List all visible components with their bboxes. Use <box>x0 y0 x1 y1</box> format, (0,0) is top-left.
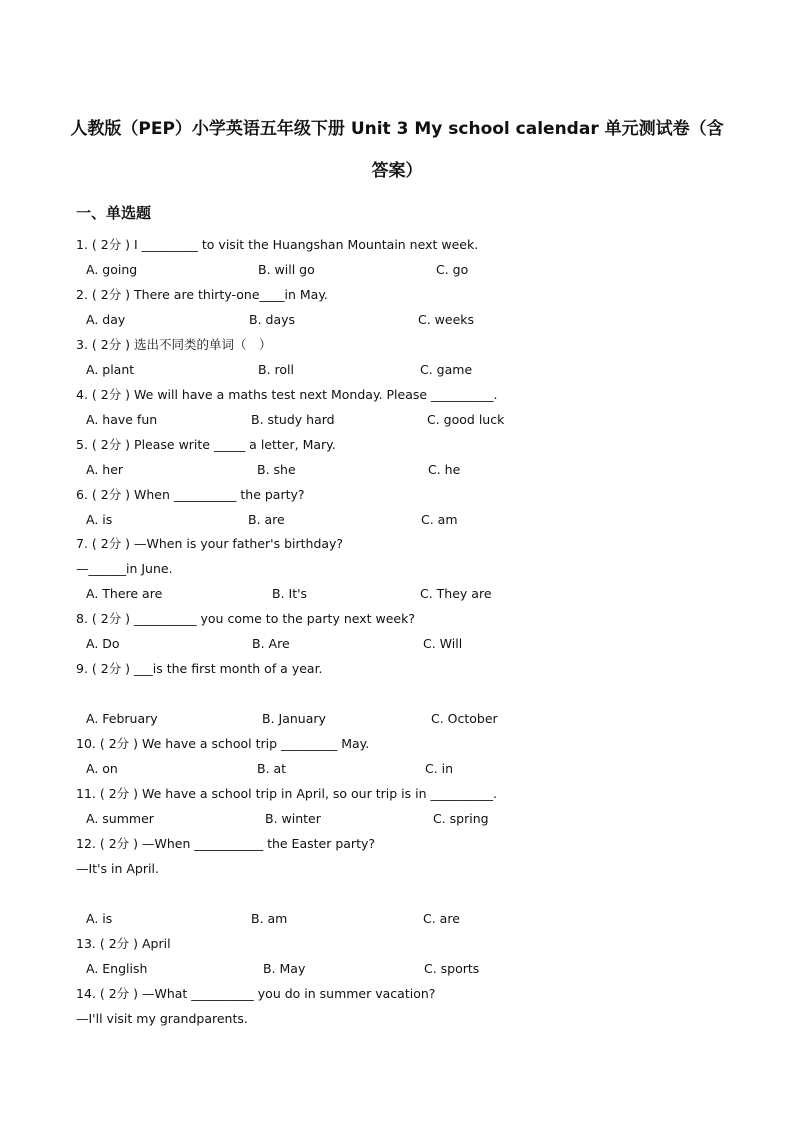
document-title-line-2: 答案） <box>371 161 423 181</box>
question-4-stem: 4. ( 2分 ) We will have a maths test next Monday. Please __________. <box>76 387 498 402</box>
question-2-option-a: A. day <box>86 312 126 327</box>
question-7-option-a: A. There are <box>86 586 163 601</box>
question-12-stem: 12. ( 2分 ) —When ___________ the Easter party? <box>76 836 375 851</box>
question-5-option-a: A. her <box>86 462 124 477</box>
question-6-option-c: C. am <box>421 512 458 527</box>
question-11-stem: 11. ( 2分 ) We have a school trip in April, so our trip is in __________. <box>76 786 497 801</box>
question-12-option-c: C. are <box>423 911 460 926</box>
question-10-option-c: C. in <box>425 761 454 776</box>
question-6-option-a: A. is <box>86 512 113 527</box>
question-9-option-b: B. January <box>262 711 326 726</box>
question-8-option-a: A. Do <box>86 636 120 651</box>
question-8-option-c: C. Will <box>423 636 463 651</box>
question-12-answer-line: —It's in April. <box>76 861 159 876</box>
question-11-option-a: A. summer <box>86 811 154 826</box>
question-4-option-a: A. have fun <box>86 412 158 427</box>
question-1-stem: 1. ( 2分 ) I _________ to visit the Huangshan Mountain next week. <box>76 237 479 252</box>
question-5-option-b: B. she <box>257 462 296 477</box>
question-1-option-b: B. will go <box>258 262 315 277</box>
question-1-option-a: A. going <box>86 262 138 277</box>
question-5-option-c: C. he <box>428 462 461 477</box>
question-8-stem: 8. ( 2分 ) __________ you come to the party next week? <box>76 611 415 626</box>
question-4-option-b: B. study hard <box>251 412 335 427</box>
question-11-option-b: B. winter <box>265 811 321 826</box>
question-6-option-b: B. are <box>248 512 285 527</box>
question-12-option-b: B. am <box>251 911 288 926</box>
question-14-answer-line: —I'll visit my grandparents. <box>76 1011 248 1026</box>
question-10-option-a: A. on <box>86 761 118 776</box>
question-6-stem: 6. ( 2分 ) When __________ the party? <box>76 487 305 502</box>
question-13-option-a: A. English <box>86 961 148 976</box>
question-3-stem: 3. ( 2分 ) 选出不同类的单词（ ） <box>76 337 272 352</box>
question-3-option-c: C. game <box>420 362 473 377</box>
question-7-stem: 7. ( 2分 ) —When is your father's birthday? <box>76 536 344 551</box>
question-11-option-c: C. spring <box>433 811 489 826</box>
question-7-option-b: B. It's <box>272 586 308 601</box>
question-2-stem: 2. ( 2分 ) There are thirty-one____in May. <box>76 287 328 302</box>
question-8-option-b: B. Are <box>252 636 290 651</box>
question-2-option-b: B. days <box>249 312 296 327</box>
question-10-stem: 10. ( 2分 ) We have a school trip _________ May. <box>76 736 370 751</box>
section-title: 一、单选题 <box>76 204 152 222</box>
question-12-option-a: A. is <box>86 911 113 926</box>
document-title-line-1: 人教版（PEP）小学英语五年级下册 Unit 3 My school calendar 单元测试卷（含 <box>70 119 724 139</box>
question-13-stem: 13. ( 2分 ) April <box>76 936 171 951</box>
question-1-option-c: C. go <box>436 262 469 277</box>
question-3-option-b: B. roll <box>258 362 294 377</box>
question-9-option-c: C. October <box>431 711 498 726</box>
question-9-option-a: A. February <box>86 711 158 726</box>
question-2-option-c: C. weeks <box>418 312 475 327</box>
question-7-option-c: C. They are <box>420 586 492 601</box>
question-14-stem: 14. ( 2分 ) —What __________ you do in summer vacation? <box>76 986 436 1001</box>
question-4-option-c: C. good luck <box>427 412 505 427</box>
question-3-option-a: A. plant <box>86 362 135 377</box>
question-10-option-b: B. at <box>257 761 287 776</box>
question-9-stem: 9. ( 2分 ) ___is the first month of a year. <box>76 661 323 676</box>
question-5-stem: 5. ( 2分 ) Please write _____ a letter, Mary. <box>76 437 336 452</box>
question-13-option-b: B. May <box>263 961 306 976</box>
question-13-option-c: C. sports <box>424 961 480 976</box>
question-7-answer-line: —______in June. <box>76 561 173 576</box>
